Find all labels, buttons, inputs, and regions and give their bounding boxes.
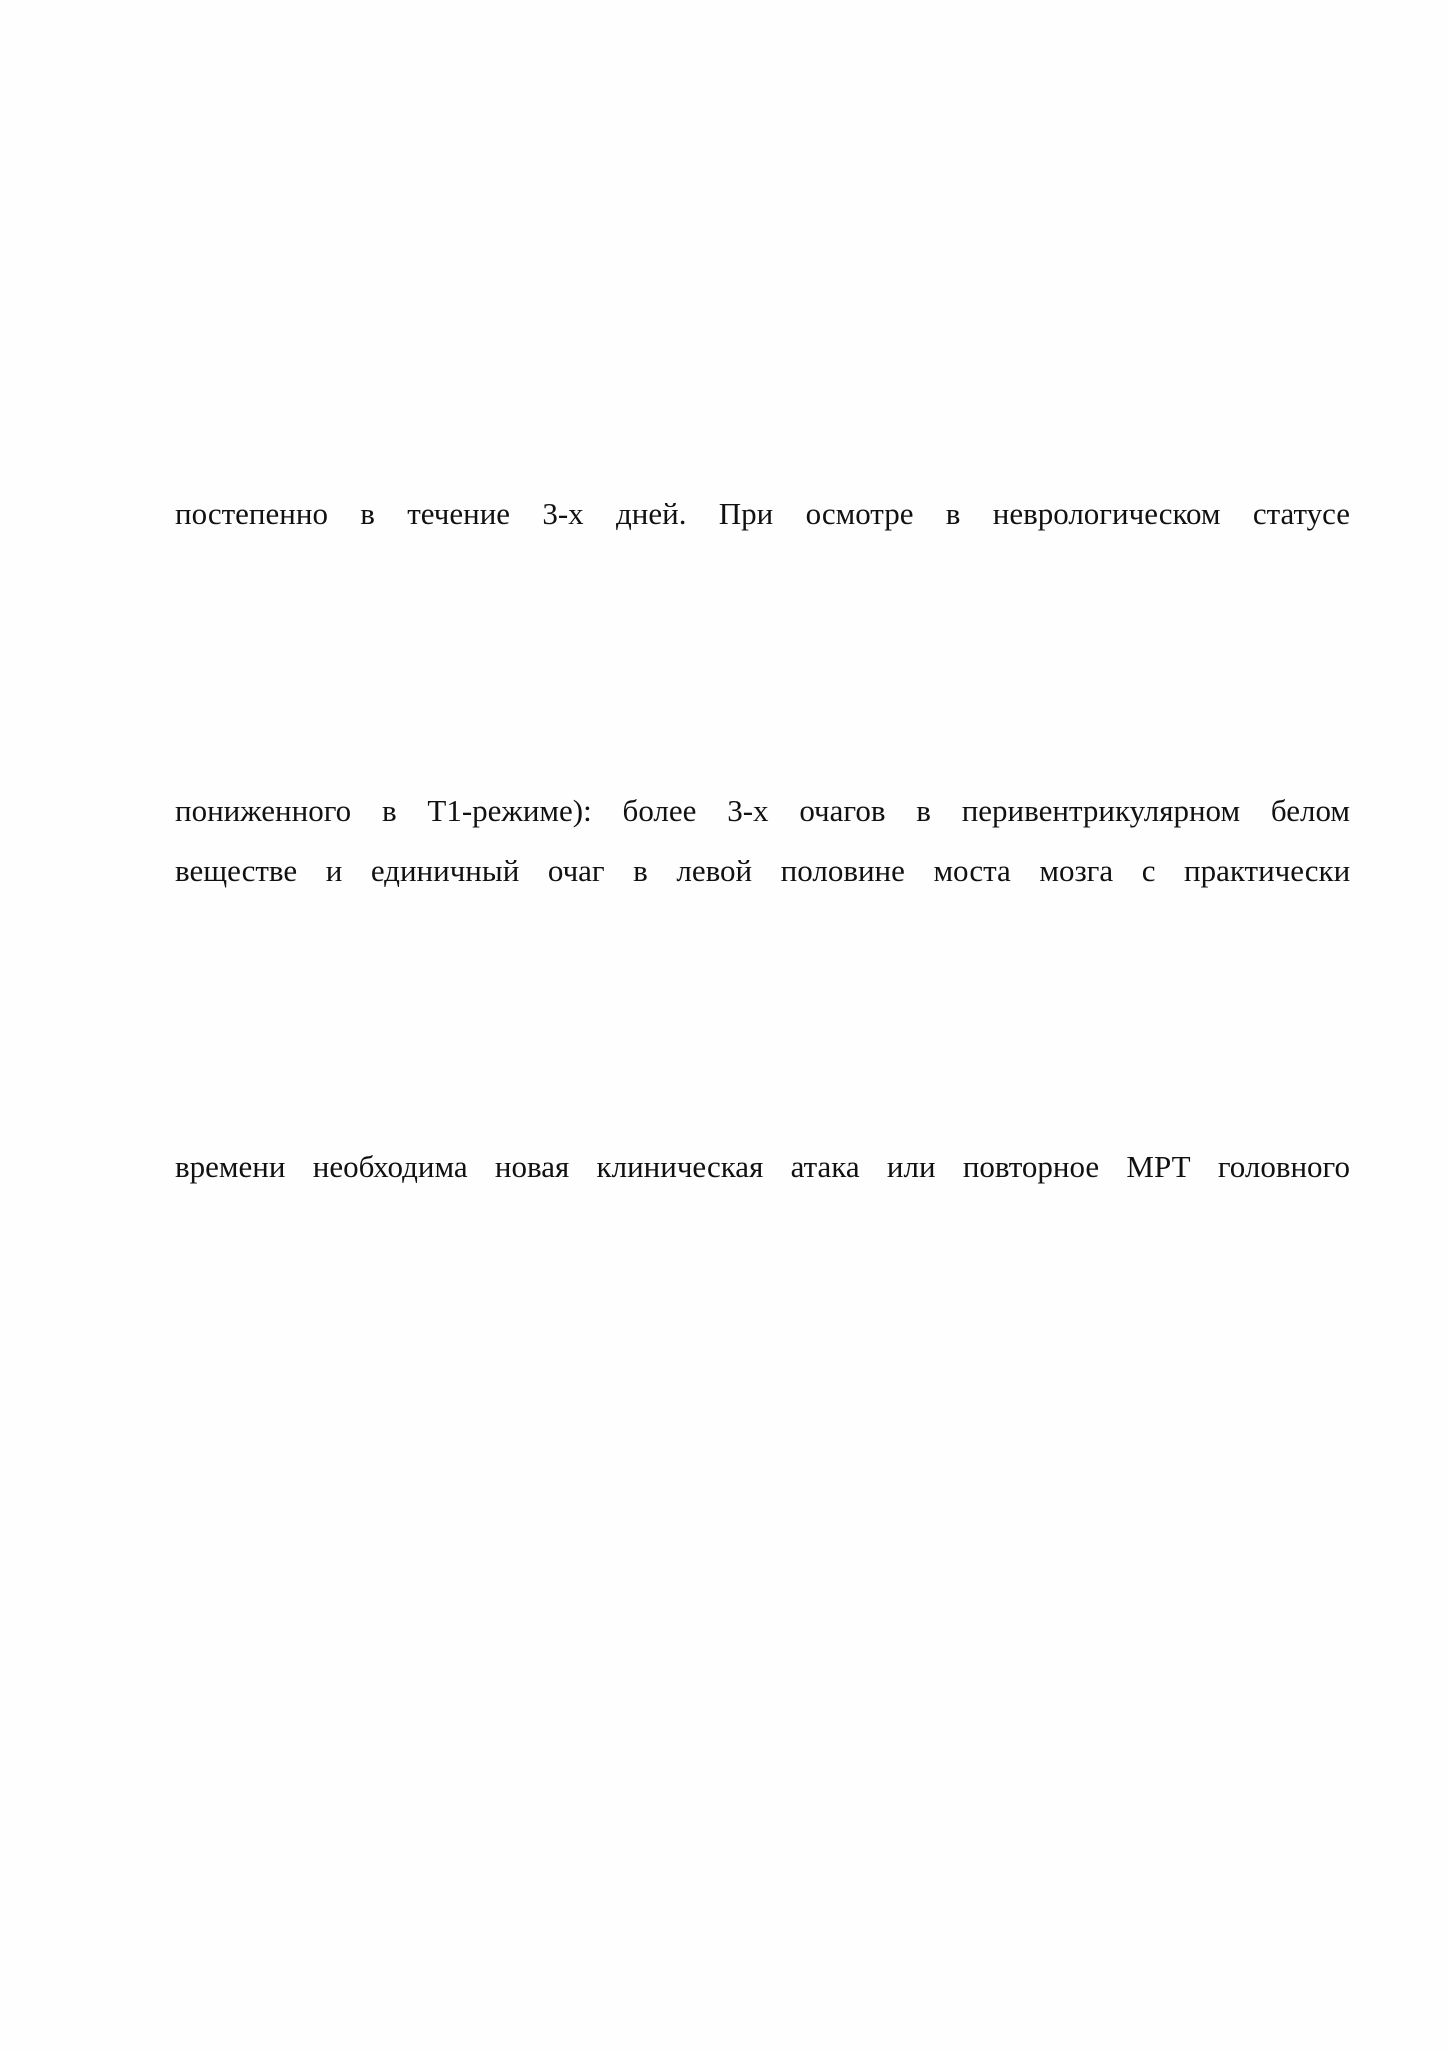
text-line-4: времени необходима новая клиническая атака или повторное МРТ головного [175,1149,1350,1184]
text-line-2: пониженного в Т1-режиме): более 3-х очагов в перивентрикулярном белом [175,793,1350,828]
text-line-3: веществе и единичный очаг в левой половине моста мозга с практически [175,853,1351,888]
text-line-1: постепенно в течение 3-х дней. При осмотре в неврологическом статусе [175,496,1350,531]
